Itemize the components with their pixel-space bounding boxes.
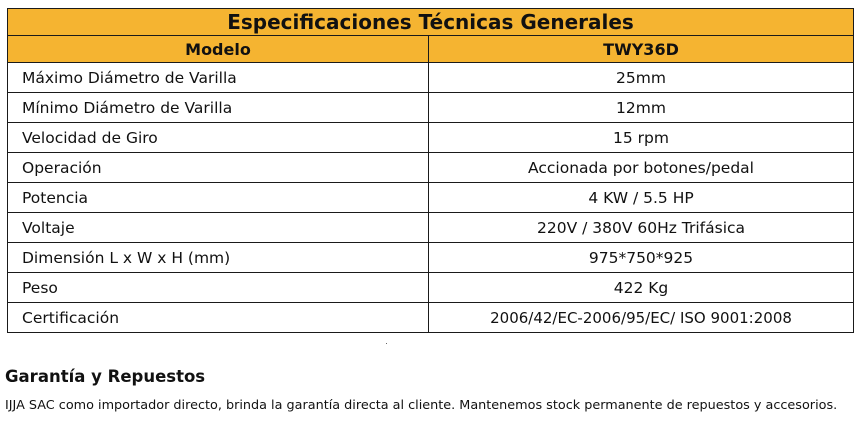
row-label: Certificación: [8, 303, 429, 333]
row-label: Velocidad de Giro: [8, 123, 429, 153]
header-value: TWY36D: [429, 36, 854, 63]
warranty-text: IJJA SAC como importador directo, brinda la garantía directa al cliente. Mantenemos stock permanente de repuestos y accesorios.: [5, 398, 838, 413]
row-value: 12mm: [429, 93, 854, 123]
row-value: 220V / 380V 60Hz Trifásica: [429, 213, 854, 243]
warranty-title: Garantía y Repuestos: [5, 367, 206, 386]
table-row: [8, 183, 854, 213]
row-value: 15 rpm: [429, 123, 854, 153]
row-value: 422 Kg: [429, 273, 854, 303]
table-row: [8, 93, 854, 123]
table-row: [8, 123, 854, 153]
row-value: 25mm: [429, 63, 854, 93]
row-value: 2006/42/EC-2006/95/EC/ ISO 9001:2008: [429, 303, 854, 333]
row-label: Voltaje: [8, 213, 429, 243]
table-title: Especificaciones Técnicas Generales: [8, 9, 854, 36]
stray-dot: [386, 343, 387, 344]
row-value: 975*750*925: [429, 243, 854, 273]
header-row: [8, 36, 854, 63]
row-label: Potencia: [8, 183, 429, 213]
row-label: Peso: [8, 273, 429, 303]
table-row: [8, 63, 854, 93]
spec-table: [7, 8, 854, 333]
title-row: [8, 9, 854, 36]
row-label: Operación: [8, 153, 429, 183]
row-label: Máximo Diámetro de Varilla: [8, 63, 429, 93]
table-row: [8, 273, 854, 303]
row-label: Mínimo Diámetro de Varilla: [8, 93, 429, 123]
table-row: [8, 153, 854, 183]
table-row: [8, 243, 854, 273]
row-value: 4 KW / 5.5 HP: [429, 183, 854, 213]
row-label: Dimensión L x W x H (mm): [8, 243, 429, 273]
table-row: [8, 213, 854, 243]
table-row: [8, 303, 854, 333]
header-label: Modelo: [8, 36, 429, 63]
row-value: Accionada por botones/pedal: [429, 153, 854, 183]
